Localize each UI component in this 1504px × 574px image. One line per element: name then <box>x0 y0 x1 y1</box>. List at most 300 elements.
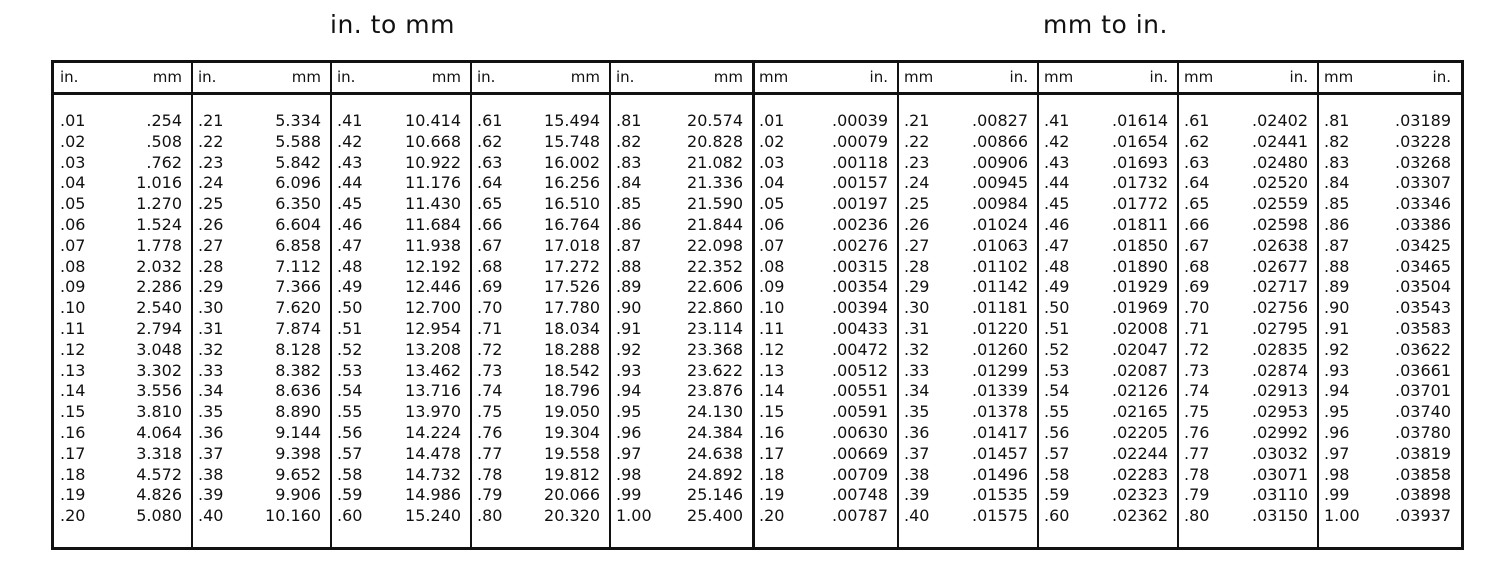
table-cell: 1.00 <box>1324 506 1360 526</box>
table-cell: .01969 <box>1112 298 1168 318</box>
table-cell: 18.288 <box>544 339 600 359</box>
table-cell: .02008 <box>1112 318 1168 338</box>
table-cell: .71 <box>477 318 503 338</box>
table-cell: .01417 <box>972 422 1028 442</box>
table-cell: .34 <box>904 381 930 401</box>
table-cell: .32 <box>904 339 930 359</box>
table-cell: .86 <box>1324 214 1350 234</box>
table-cell: .03150 <box>1252 506 1308 526</box>
table-cell: .03071 <box>1252 464 1308 484</box>
table-cell: .00866 <box>972 131 1028 151</box>
table-cell: 4.572 <box>136 464 182 484</box>
left-value-column <box>1184 111 1209 527</box>
table-cell: .05 <box>759 194 785 214</box>
table-cell: 10.668 <box>405 131 461 151</box>
table-cell: .26 <box>904 214 930 234</box>
table-cell: .01890 <box>1112 256 1168 276</box>
table-cell: .02520 <box>1252 173 1308 193</box>
table-cell: .00551 <box>832 381 888 401</box>
table-cell: .43 <box>1044 152 1070 172</box>
table-cell: .86 <box>616 214 642 234</box>
table-cell: 7.620 <box>275 298 321 318</box>
table-cell: 25.400 <box>687 506 743 526</box>
table-cell: .81 <box>1324 111 1350 130</box>
group-header-right: in. <box>1009 68 1028 86</box>
left-value-column <box>1324 111 1360 527</box>
table-cell: 24.892 <box>687 464 743 484</box>
table-cell: .55 <box>337 402 363 422</box>
table-cell: .02953 <box>1252 402 1308 422</box>
column-group-2 <box>192 63 331 547</box>
table-cell: .00748 <box>832 485 888 505</box>
group-header-left: mm <box>759 68 789 86</box>
column-group-3 <box>331 63 471 547</box>
table-cell: .60 <box>337 506 363 526</box>
table-cell: .31 <box>904 318 930 338</box>
table-cell: .04 <box>759 173 785 193</box>
table-cell: .48 <box>1044 256 1070 276</box>
table-cell: .02047 <box>1112 339 1168 359</box>
right-value-column <box>265 111 321 527</box>
table-cell: .00039 <box>832 111 888 130</box>
table-cell: 13.208 <box>405 339 461 359</box>
table-cell: .00512 <box>832 360 888 380</box>
table-cell: .52 <box>1044 339 1070 359</box>
table-cell: 19.050 <box>544 402 600 422</box>
table-cell: 1.00 <box>616 506 652 526</box>
table-cell: .00630 <box>832 422 888 442</box>
table-cell: 8.128 <box>275 339 321 359</box>
table-cell: .01693 <box>1112 152 1168 172</box>
table-cell: .54 <box>1044 381 1070 401</box>
table-cell: .87 <box>616 235 642 255</box>
table-cell: .03307 <box>1395 173 1451 193</box>
table-cell: .72 <box>1184 339 1210 359</box>
table-cell: .01535 <box>972 485 1028 505</box>
table-cell: .11 <box>759 318 785 338</box>
table-cell: .63 <box>1184 152 1210 172</box>
table-cell: .19 <box>759 485 785 505</box>
table-cell: .01220 <box>972 318 1028 338</box>
table-cell: .02 <box>759 131 785 151</box>
table-cell: .03189 <box>1395 111 1451 130</box>
column-group-5 <box>610 63 753 547</box>
table-cell: 21.336 <box>687 173 743 193</box>
table-cell: .46 <box>337 214 363 234</box>
table-cell: .16 <box>759 422 785 442</box>
table-cell: 12.954 <box>405 318 461 338</box>
table-cell: .65 <box>1184 194 1210 214</box>
table-cell: .53 <box>1044 360 1070 380</box>
table-cell: .02874 <box>1252 360 1308 380</box>
table-cell: .24 <box>198 173 224 193</box>
table-cell: .96 <box>1324 422 1350 442</box>
table-cell: 7.874 <box>275 318 321 338</box>
table-cell: 4.826 <box>136 485 182 505</box>
table-cell: .05 <box>60 194 86 214</box>
table-cell: 10.922 <box>405 152 461 172</box>
table-cell: .74 <box>1184 381 1210 401</box>
right-value-column <box>544 111 600 527</box>
group-header-right: in. <box>1289 68 1308 86</box>
table-cell: .04 <box>60 173 86 193</box>
table-cell: 16.256 <box>544 173 600 193</box>
table-cell: .48 <box>337 256 363 276</box>
group-header-left: in. <box>337 68 356 86</box>
table-cell: .84 <box>1324 173 1350 193</box>
group-header-left: in. <box>477 68 496 86</box>
table-cell: 10.160 <box>265 506 321 526</box>
table-cell: .34 <box>198 381 224 401</box>
table-cell: 10.414 <box>405 111 461 130</box>
group-header-right: mm <box>713 68 743 86</box>
table-cell: .21 <box>904 111 930 130</box>
table-cell: .92 <box>1324 339 1350 359</box>
table-cell: .02913 <box>1252 381 1308 401</box>
table-cell: .83 <box>1324 152 1350 172</box>
table-cell: .88 <box>616 256 642 276</box>
table-cell: .77 <box>477 443 503 463</box>
table-cell: .90 <box>1324 298 1350 318</box>
table-cell: .98 <box>1324 464 1350 484</box>
table-cell: .02559 <box>1252 194 1308 214</box>
table-cell: .02795 <box>1252 318 1308 338</box>
left-value-column <box>477 111 502 527</box>
table-cell: .89 <box>616 277 642 297</box>
table-cell: .01850 <box>1112 235 1168 255</box>
table-cell: .93 <box>1324 360 1350 380</box>
table-cell: .01142 <box>972 277 1028 297</box>
table-cell: .00079 <box>832 131 888 151</box>
table-cell: 5.842 <box>275 152 321 172</box>
table-cell: .89 <box>1324 277 1350 297</box>
table-cell: .03740 <box>1395 402 1451 422</box>
table-cell: 1.778 <box>136 235 182 255</box>
table-cell: 9.398 <box>275 443 321 463</box>
table-cell: 9.906 <box>275 485 321 505</box>
table-cell: .01811 <box>1112 214 1168 234</box>
column-group-4 <box>471 63 610 547</box>
table-cell: 9.144 <box>275 422 321 442</box>
table-cell: 22.352 <box>687 256 743 276</box>
table-cell: .00157 <box>832 173 888 193</box>
table-cell: 16.002 <box>544 152 600 172</box>
table-cell: 6.350 <box>275 194 321 214</box>
table-cell: .28 <box>198 256 224 276</box>
table-cell: .76 <box>1184 422 1210 442</box>
table-cell: .10 <box>759 298 785 318</box>
table-cell: .00945 <box>972 173 1028 193</box>
group-header-right: in. <box>1149 68 1168 86</box>
table-cell: .00197 <box>832 194 888 214</box>
column-group-8 <box>1038 63 1178 547</box>
table-cell: 21.844 <box>687 214 743 234</box>
table-cell: .73 <box>1184 360 1210 380</box>
table-cell: 3.048 <box>136 339 182 359</box>
table-cell: .09 <box>60 277 86 297</box>
table-cell: .01654 <box>1112 131 1168 151</box>
table-cell: 5.080 <box>136 506 182 526</box>
table-cell: .00984 <box>972 194 1028 214</box>
table-cell: .01339 <box>972 381 1028 401</box>
table-cell: .91 <box>1324 318 1350 338</box>
table-cell: .01063 <box>972 235 1028 255</box>
table-cell: .00236 <box>832 214 888 234</box>
group-header-left: mm <box>1324 68 1354 86</box>
table-cell: 18.542 <box>544 360 600 380</box>
table-cell: .20 <box>60 506 86 526</box>
table-cell: .13 <box>759 360 785 380</box>
table-cell: .35 <box>198 402 224 422</box>
table-cell: .96 <box>616 422 642 442</box>
table-cell: .23 <box>904 152 930 172</box>
table-cell: 22.860 <box>687 298 743 318</box>
table-cell: 7.112 <box>275 256 321 276</box>
table-cell: .69 <box>477 277 503 297</box>
table-cell: 2.286 <box>136 277 182 297</box>
table-cell: .02717 <box>1252 277 1308 297</box>
table-cell: .14 <box>60 381 86 401</box>
table-cell: .37 <box>198 443 224 463</box>
table-cell: 13.716 <box>405 381 461 401</box>
table-cell: .09 <box>759 277 785 297</box>
table-cell: .03898 <box>1395 485 1451 505</box>
table-cell: .02323 <box>1112 485 1168 505</box>
table-cell: .07 <box>60 235 86 255</box>
table-cell: 7.366 <box>275 277 321 297</box>
table-cell: .57 <box>1044 443 1070 463</box>
table-cell: .17 <box>759 443 785 463</box>
group-header-left: in. <box>198 68 217 86</box>
table-cell: .26 <box>198 214 224 234</box>
table-cell: 11.938 <box>405 235 461 255</box>
group-header-right: mm <box>291 68 321 86</box>
table-cell: .00787 <box>832 506 888 526</box>
table-cell: 11.176 <box>405 173 461 193</box>
table-cell: .56 <box>1044 422 1070 442</box>
table-cell: .37 <box>904 443 930 463</box>
table-cell: 11.430 <box>405 194 461 214</box>
table-cell: .69 <box>1184 277 1210 297</box>
table-cell: .38 <box>904 464 930 484</box>
table-cell: .59 <box>1044 485 1070 505</box>
table-cell: .33 <box>198 360 224 380</box>
table-cell: .79 <box>477 485 503 505</box>
table-cell: .02480 <box>1252 152 1308 172</box>
group-header-right: in. <box>869 68 888 86</box>
table-cell: .11 <box>60 318 86 338</box>
table-cell: 19.558 <box>544 443 600 463</box>
table-cell: .03622 <box>1395 339 1451 359</box>
table-cell: .78 <box>477 464 503 484</box>
table-cell: .15 <box>759 402 785 422</box>
table-cell: .00669 <box>832 443 888 463</box>
table-cell: .98 <box>616 464 642 484</box>
table-cell: .29 <box>198 277 224 297</box>
table-cell: .18 <box>759 464 785 484</box>
table-cell: .39 <box>904 485 930 505</box>
table-cell: 24.130 <box>687 402 743 422</box>
table-cell: .94 <box>616 381 642 401</box>
table-cell: .82 <box>616 131 642 151</box>
table-cell: 6.604 <box>275 214 321 234</box>
table-cell: .15 <box>60 402 86 422</box>
table-cell: .60 <box>1044 506 1070 526</box>
table-cell: .58 <box>1044 464 1070 484</box>
table-cell: .74 <box>477 381 503 401</box>
table-cell: 22.098 <box>687 235 743 255</box>
table-cell: .95 <box>616 402 642 422</box>
table-cell: .02126 <box>1112 381 1168 401</box>
table-cell: .00591 <box>832 402 888 422</box>
table-cell: .03110 <box>1252 485 1308 505</box>
table-cell: 23.622 <box>687 360 743 380</box>
table-cell: .27 <box>904 235 930 255</box>
table-cell: .40 <box>198 506 224 526</box>
table-cell: 22.606 <box>687 277 743 297</box>
table-cell: .47 <box>337 235 363 255</box>
right-value-column <box>832 111 888 527</box>
table-cell: .03819 <box>1395 443 1451 463</box>
in-to-mm-heading: in. to mm <box>330 10 455 39</box>
table-cell: .66 <box>1184 214 1210 234</box>
table-cell: .38 <box>198 464 224 484</box>
table-cell: .40 <box>904 506 930 526</box>
table-cell: .29 <box>904 277 930 297</box>
table-cell: .53 <box>337 360 363 380</box>
table-cell: .90 <box>616 298 642 318</box>
table-cell: 14.986 <box>405 485 461 505</box>
table-cell: .00394 <box>832 298 888 318</box>
left-value-column <box>616 111 652 527</box>
column-group-1 <box>54 63 192 547</box>
table-cell: 2.794 <box>136 318 182 338</box>
left-value-column <box>60 111 85 527</box>
table-cell: .25 <box>198 194 224 214</box>
table-cell: .54 <box>337 381 363 401</box>
table-cell: .00906 <box>972 152 1028 172</box>
table-cell: .08 <box>60 256 86 276</box>
table-cell: 2.540 <box>136 298 182 318</box>
table-cell: .02 <box>60 131 86 151</box>
table-cell: .03543 <box>1395 298 1451 318</box>
table-cell: .00709 <box>832 464 888 484</box>
table-cell: .10 <box>60 298 86 318</box>
table-cell: .00827 <box>972 111 1028 130</box>
table-cell: .01299 <box>972 360 1028 380</box>
table-cell: .30 <box>198 298 224 318</box>
table-cell: .64 <box>477 173 503 193</box>
table-cell: .08 <box>759 256 785 276</box>
table-cell: 1.270 <box>136 194 182 214</box>
table-cell: .47 <box>1044 235 1070 255</box>
table-cell: .02756 <box>1252 298 1308 318</box>
table-cell: .57 <box>337 443 363 463</box>
table-cell: .28 <box>904 256 930 276</box>
table-cell: 20.066 <box>544 485 600 505</box>
table-cell: .01929 <box>1112 277 1168 297</box>
table-cell: .06 <box>60 214 86 234</box>
table-cell: .01181 <box>972 298 1028 318</box>
group-header-right: mm <box>570 68 600 86</box>
left-value-column <box>1044 111 1069 527</box>
table-cell: 17.272 <box>544 256 600 276</box>
table-cell: .67 <box>1184 235 1210 255</box>
table-cell: .99 <box>1324 485 1350 505</box>
table-cell: .01457 <box>972 443 1028 463</box>
table-cell: .50 <box>1044 298 1070 318</box>
table-cell: 24.638 <box>687 443 743 463</box>
left-value-column <box>904 111 929 527</box>
table-cell: .42 <box>1044 131 1070 151</box>
table-cell: .02402 <box>1252 111 1308 130</box>
table-cell: 3.810 <box>136 402 182 422</box>
table-cell: .63 <box>477 152 503 172</box>
table-cell: .87 <box>1324 235 1350 255</box>
table-cell: .01772 <box>1112 194 1168 214</box>
table-cell: .27 <box>198 235 224 255</box>
table-cell: .92 <box>616 339 642 359</box>
table-cell: 8.382 <box>275 360 321 380</box>
table-cell: 5.334 <box>275 111 321 130</box>
table-cell: .03032 <box>1252 443 1308 463</box>
table-cell: 25.146 <box>687 485 743 505</box>
table-cell: .51 <box>1044 318 1070 338</box>
column-group-7 <box>898 63 1038 547</box>
table-cell: .12 <box>759 339 785 359</box>
table-cell: 12.700 <box>405 298 461 318</box>
table-cell: .14 <box>759 381 785 401</box>
table-cell: 19.812 <box>544 464 600 484</box>
table-cell: .85 <box>1324 194 1350 214</box>
table-cell: .03228 <box>1395 131 1451 151</box>
table-cell: .02835 <box>1252 339 1308 359</box>
table-cell: .46 <box>1044 214 1070 234</box>
table-cell: 14.732 <box>405 464 461 484</box>
table-cell: .762 <box>146 152 182 172</box>
table-cell: .77 <box>1184 443 1210 463</box>
table-cell: .84 <box>616 173 642 193</box>
table-cell: 4.064 <box>136 422 182 442</box>
right-value-column <box>1112 111 1168 527</box>
table-cell: .52 <box>337 339 363 359</box>
table-cell: .76 <box>477 422 503 442</box>
table-cell: .43 <box>337 152 363 172</box>
table-cell: .18 <box>60 464 86 484</box>
table-cell: .61 <box>1184 111 1210 130</box>
table-cell: 21.082 <box>687 152 743 172</box>
table-cell: .01575 <box>972 506 1028 526</box>
table-cell: .61 <box>477 111 503 130</box>
group-header-right: in. <box>1432 68 1451 86</box>
table-cell: 18.034 <box>544 318 600 338</box>
table-cell: .03 <box>759 152 785 172</box>
table-cell: 14.478 <box>405 443 461 463</box>
table-cell: 20.828 <box>687 131 743 151</box>
table-cell: .45 <box>337 194 363 214</box>
group-header-right: mm <box>431 68 461 86</box>
table-cell: .36 <box>198 422 224 442</box>
right-value-column <box>972 111 1028 527</box>
table-cell: .80 <box>477 506 503 526</box>
group-header-right: mm <box>152 68 182 86</box>
table-cell: .81 <box>616 111 642 130</box>
table-cell: .75 <box>477 402 503 422</box>
table-cell: .03583 <box>1395 318 1451 338</box>
table-cell: 12.192 <box>405 256 461 276</box>
table-cell: .02283 <box>1112 464 1168 484</box>
table-cell: .42 <box>337 131 363 151</box>
